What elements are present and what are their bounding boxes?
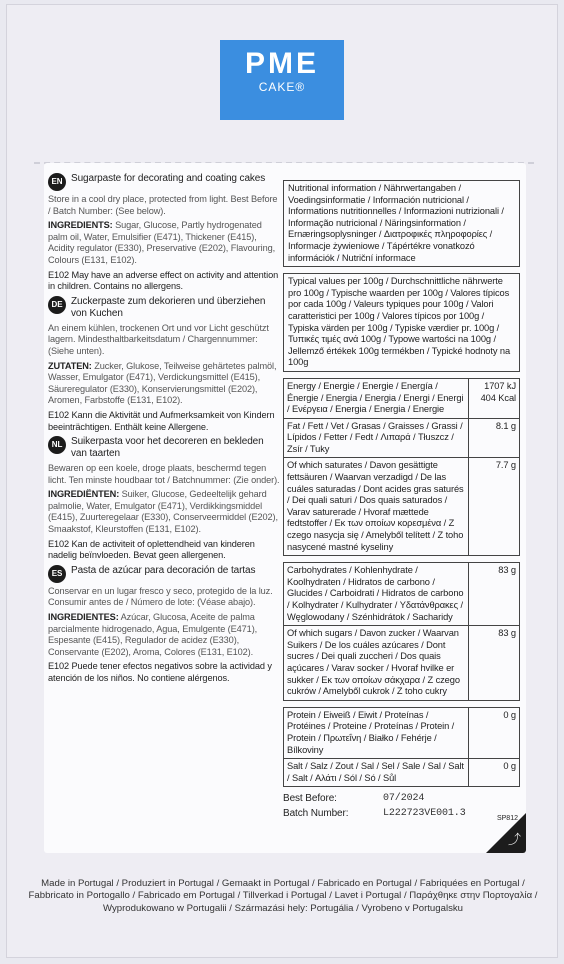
nutrition-table-carbs [283, 562, 520, 701]
warning-text: E102 Kann die Aktivität und Aufmerksamkeit von Kindern beeinträchtigen. Enthält keine Allergene. [48, 409, 275, 432]
nutrition-column [283, 180, 520, 820]
lang-badge-nl: NL [48, 436, 66, 454]
peel-arrow-icon: ⤴ [507, 832, 521, 847]
lang-block-es [48, 565, 280, 685]
lang-block-nl [48, 436, 280, 562]
typical-values-box [283, 273, 520, 372]
warning-text: E102 Puede tener efectos negativos sobre la actividad y atención de los niños. No contiene alérgenos. [48, 661, 272, 683]
lang-title: Pasta de azúcar para decoración de tartas [71, 564, 256, 576]
best-before-row [283, 793, 520, 805]
row-name: Salt / Salz / Zout / Sal / Sel / Sale / Sal / Salt / Salt / Αλάτι / Sól / Só / Sůl [287, 761, 464, 783]
lang-block-de [48, 296, 280, 433]
lang-badge-de: DE [48, 296, 66, 314]
table-row [284, 457, 519, 555]
ingredients-label: INGREDIENTS: [48, 220, 113, 231]
ingredients-text: Suiker, Glucose, Gedeeltelijk gehard palmolie, Water, Emulgator (E471), Verdikkingsmiddel (E415), Zuurteregelaar (E330), Conserveermiddel (E202), Smaakstof, Kleurstoffen (E131, E102). [48, 489, 278, 535]
row-value: 7.7 g [468, 458, 519, 555]
row-name: Carbohydrates / Kohlenhydrate / Koolhydraten / Hidratos de carbono / Glucides / Carboidrati / Hidratos de carbono / Kolhydrater / Kulhydrater / Υδατάνθρακες / Węglowodany / Szénhidrátok / Sacharidy [287, 565, 464, 622]
batch-row [283, 808, 520, 820]
row-value: 83 g [468, 626, 519, 700]
nutrition-header-box [283, 180, 520, 267]
ingredients-label: ZUTATEN: [48, 360, 92, 371]
lang-badge-es: ES [48, 565, 66, 583]
ingredients-text: Sugar, Glucose, Partly hydrogenated palm oil, Water, Emulsifier (E471), Thickener (E415), Acidity regulator (E330), Preservative (E202), Flavouring, Colours (E131, E102). [48, 220, 276, 265]
lang-title: Suikerpasta voor het decoreren en bekleden van taarten [71, 436, 264, 460]
brand-name: PME [244, 47, 319, 80]
batch-label: Batch Number: [283, 807, 349, 819]
ingredients-text: Azúcar, Glucosa, Aceite de palma parcialmente hidrogenado, Agua, Emulgente (E471), Espesante (E415), Regulador de acidez (E330), Conservante (E202), Aroma, Colores (E131, E102). [48, 612, 258, 657]
batch-value: L222723VE001.3 [383, 807, 466, 819]
nutrition-table-protein-salt [283, 707, 520, 788]
lang-block-en [48, 173, 280, 293]
row-name: Of which saturates / Davon gesättigte fettsäuren / Waarvan verzadigd / De las cuáles saturadas / Dont acides gras saturés / Dei quali saturi / Dos quais saturados / Varav saturerade / Hvoraf mættede fedtstoffer / Εκ των οποίων κορεσμένα / Z czego nasycja się / Amelyből telített / Z toho nasycené mastné kyseliny [287, 460, 464, 552]
product-label [44, 163, 526, 853]
row-name: Protein / Eiweiß / Eiwit / Proteínas / Protéines / Proteine / Proteínas / Protein / Protein / Πρωτεΐνη / Białko / Fehérje / Bílkoviny [287, 709, 455, 755]
table-row [284, 708, 519, 758]
storage-text: Conservar en un lugar fresco y seco, protegido de la luz. Consumir antes de / Número de lote: (Véase abajo). [48, 585, 273, 608]
typical-values: Typical values per 100g / Durchschnittliche nährwerte pro 100g / Typische waarden per 100g / Valores típicos por cada 100g / Valeurs typiques pour 100g / Valori caratteristici per 100g / Valores típicos por 100g / Typiska värden per 100g / Typiske værdier pr. 100g / Τυπικές τιμές ανά 100g / Typowe wartości na 100g / Jellemző értékek 100g termékben / Typické hodnoty na 100g [288, 276, 511, 368]
row-value: 83 g [468, 563, 519, 625]
row-value: 8.1 g [468, 419, 519, 458]
storage-text: Store in a cool dry place, protected from light. Best Before / Batch Number: (See below). [48, 194, 278, 216]
table-row [284, 625, 519, 700]
row-name: Fat / Fett / Vet / Grasas / Graisses / Grassi / Lípidos / Fetter / Fedt / Λιπαρά / Tłuszcz / Zsír / Tuky [287, 420, 463, 454]
lang-title: Zuckerpaste zum dekorieren und überziehen von Kuchen [71, 295, 266, 319]
ingredients-text: Zucker, Glukose, Teilweise gehärtetes palmöl, Wasser, Emulgator (E471), Verdickungsmittel (E415), Säureregulator (E330), Konservierungsmittel (E202), Aromen, Farbstoffe (E131, E102). [48, 360, 277, 406]
lang-title: Sugarpaste for decorating and coating cakes [71, 173, 266, 184]
brand-sub: CAKE® [258, 80, 306, 94]
nutrition-table-energy [283, 378, 520, 556]
storage-text: An einem kühlen, trockenen Ort und vor Licht geschützt lagern. Mindesthaltbarkeitsdatum / Chargennummer: (Siehe unten). [48, 322, 269, 356]
ingredients-label: INGREDIËNTEN: [48, 489, 120, 500]
table-row [284, 418, 519, 458]
warning-text: E102 Kan de activiteit of oplettendheid van kinderen nadelig beïnvloeden. Bevat geen allergenen. [48, 538, 255, 561]
row-value: 0 g [468, 759, 519, 786]
brand-logo [220, 40, 344, 120]
row-value: 1707 kJ 404 Kcal [468, 379, 519, 418]
made-in-footer: Made in Portugal / Produziert in Portugal / Gemaakt in Portugal / Fabricado en Portugal / Fabriquées en Portugal / Fabbricato in Portogallo / Fabricado em Portugal / Tillverkad i Portugal / Lavet i Portugal / Παράχθηκε στην Πορτογαλία / Wyprodukowano w Portugalii / Származási hely: Portugália / Vyrobeno v Portugalsku [28, 878, 538, 914]
ingredients-label: INGREDIENTES: [48, 612, 119, 623]
best-before-label: Best Before: [283, 793, 337, 805]
table-row [284, 758, 519, 786]
row-name: Of which sugars / Davon zucker / Waarvan Suikers / De los cuáles azúcares / Dont sucres / Dei quali zuccheri / Dos quais açúcares / Varav socker / Hvoraf hvilke er sukker / Εκ των οποίων σάκχαρα / Z czego cukrów / Amelyből cukrok / Z toho cukry [287, 628, 460, 697]
storage-text: Bewaren op een koele, droge plaats, beschermd tegen licht. Ten minste houdbaar tot / Batchnummer: (Zie onder). [48, 463, 280, 485]
best-before-value: 07/2024 [383, 793, 425, 805]
row-name: Energy / Energie / Energie / Energía / Énergie / Energia / Energia / Energi / Energi / Ενέργεια / Energia / Energia / Energie [287, 380, 464, 415]
table-row [284, 379, 519, 418]
lang-badge-en: EN [48, 173, 66, 191]
product-code: SP812 [496, 815, 518, 822]
nutrition-header: Nutritional information / Nährwertangaben / Voedingsinformatie / Información nutricional / Informations nutritionnelles / Informazioni nutrizionali / Informação nutricional / Näringsinformation / Ernæringsoplysninger / Διατροφικές πληροφορίες / Informacje żywieniowe / Tápértékre vonatkozó információk / Nutriční informace [288, 183, 504, 263]
language-column [48, 173, 280, 688]
row-value: 0 g [468, 708, 519, 758]
warning-text: E102 May have an adverse effect on activity and attention in children. Contains no allergens. [48, 269, 279, 292]
table-row [284, 563, 519, 625]
